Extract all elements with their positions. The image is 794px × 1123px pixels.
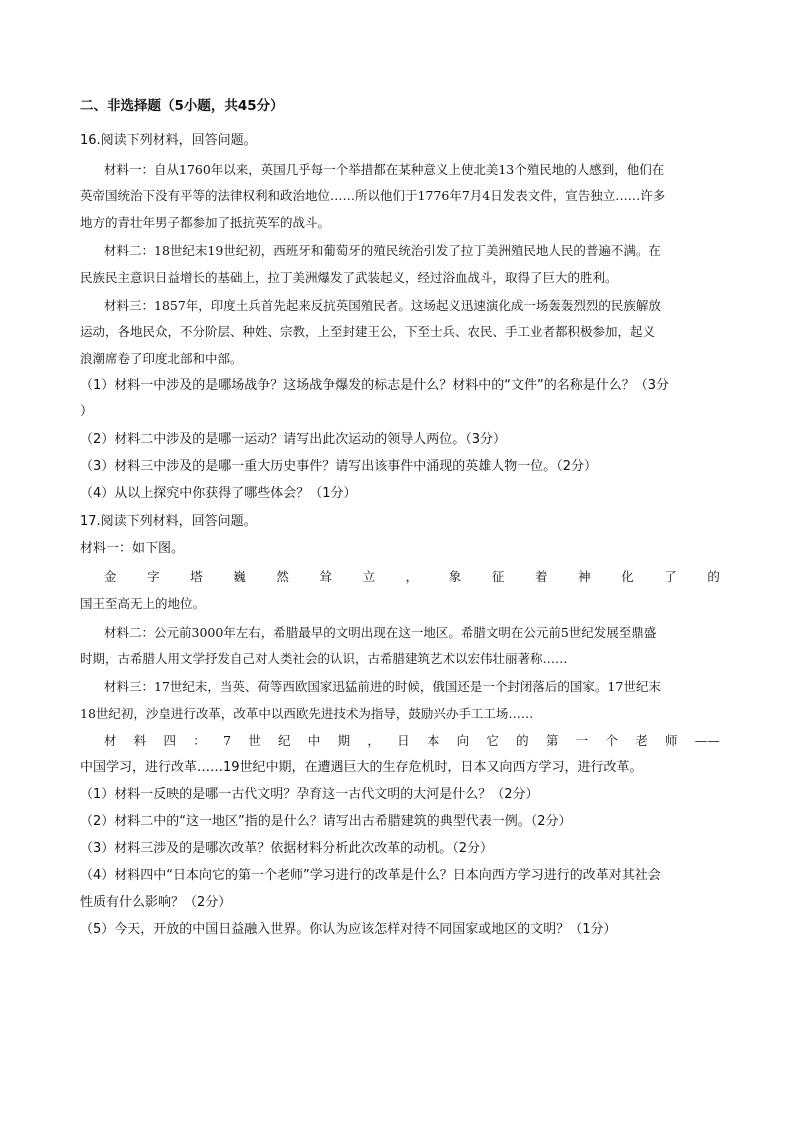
q16-material1-line2: 英帝国统治下没有平等的法律权利和政治地位……所以他们于1776年7月4日发表文件，宣告独立……许多 xyxy=(80,188,666,203)
section-title: 二、非选择题（5小题，共45分） xyxy=(80,98,284,114)
q17-question2: （2）材料二中的“这一地区”指的是什么？请写出古希腊建筑的典型代表一例。（2分） xyxy=(80,814,572,829)
q17-material1-label: 材料一：如下图。 xyxy=(80,541,185,556)
q16-question1-cont: ） xyxy=(80,404,94,419)
q17-question3: （3）材料三涉及的是哪次改革？依据材料分析此次改革的动机。（2分） xyxy=(80,841,494,856)
q17-intro: 17.阅读下列材料，回答问题。 xyxy=(80,514,257,529)
q16-material3-line1: 材料三：1857年，印度土兵首先起来反抗英国殖民者。这场起义迅速演化成一场轰轰烈烈的民族解放 xyxy=(104,298,661,313)
q16-intro: 16.阅读下列材料，回答问题。 xyxy=(80,133,257,148)
q17-material4-line1: 材 料 四 ： 7 世 纪 中 期 ， 日 本 向 它 的 第 一 个 老 师 —— xyxy=(104,733,720,748)
q17-question5: （5）今天，开放的中国日益融入世界。你认为应该怎样对待不同国家或地区的文明？（1分） xyxy=(80,922,617,937)
q16-material2-line2: 民族民主意识日益增长的基础上，拉丁美洲爆发了武装起义，经过浴血战斗，取得了巨大的胜利。 xyxy=(80,270,618,285)
q17-question4: （4）材料四中“日本向它的第一个老师”学习进行的改革是什么？日本向西方学习进行的改革对其社会 xyxy=(80,868,661,883)
q17-material1-line2: 国王至高无上的地位。 xyxy=(80,596,206,611)
q16-material1-line1: 材料一：自从1760年以来，英国几乎每一个举措都在某种意义上使北美13个殖民地的人感到，他们在 xyxy=(104,162,665,177)
q16-material3-line3: 浪潮席卷了印度北部和中部。 xyxy=(80,351,243,366)
q16-question4: （4）从以上探究中你获得了哪些体会？（1分） xyxy=(80,486,357,501)
q16-material1-line3: 地方的青壮年男子都参加了抵抗英军的战斗。 xyxy=(80,215,331,230)
q17-material2-line2: 时期，古希腊人用文学抒发自己对人类社会的认识，古希腊建筑艺术以宏伟壮丽著称…… xyxy=(80,651,568,666)
q16-question1: （1）材料一中涉及的是哪场战争？这场战争爆发的标志是什么？材料中的“文件”的名称是什么？（3分 xyxy=(80,378,670,393)
q16-material3-line2: 运动，各地民众，不分阶层、种姓、宗教，上至封建王公，下至士兵、农民、手工业者都积极参加，起义 xyxy=(80,324,656,339)
q17-material4-line2: 中国学习，进行改革……19世纪中期，在遭遇巨大的生存危机时，日本又向西方学习，进行改革。 xyxy=(80,760,643,775)
q16-material2-line1: 材料二：18世纪末19世纪初，西班牙和葡萄牙的殖民统治引发了拉丁美洲殖民地人民的普遍不满。在 xyxy=(104,243,661,258)
q17-question1: （1）材料一反映的是哪一古代文明？孕育这一古代文明的大河是什么？（2分） xyxy=(80,787,539,802)
q17-material2-line1: 材料二：公元前3000年左右，希腊最早的文明出现在这一地区。希腊文明在公元前5世纪发展至鼎盛 xyxy=(104,625,657,640)
q17-material3-line1: 材料三：17世纪末，当英、荷等西欧国家迅猛前进的时候，俄国还是一个封闭落后的国家。17世纪末 xyxy=(104,679,661,694)
q17-question4-cont: 性质有什么影响？（2分） xyxy=(80,895,232,910)
q17-material1-line1: 金 字 塔 巍 然 耸 立 ， 象 征 着 神 化 了 的 xyxy=(104,569,720,584)
q16-question2: （2）材料二中涉及的是哪一运动？请写出此次运动的领导人两位。（3分） xyxy=(80,432,507,447)
q16-question3: （3）材料三中涉及的是哪一重大历史事件？请写出该事件中涌现的英雄人物一位。（2分） xyxy=(80,459,598,474)
q17-material3-line2: 18世纪初，沙皇进行改革，改革中以西欧先进技术为指导，鼓励兴办手工工场…… xyxy=(80,706,534,721)
